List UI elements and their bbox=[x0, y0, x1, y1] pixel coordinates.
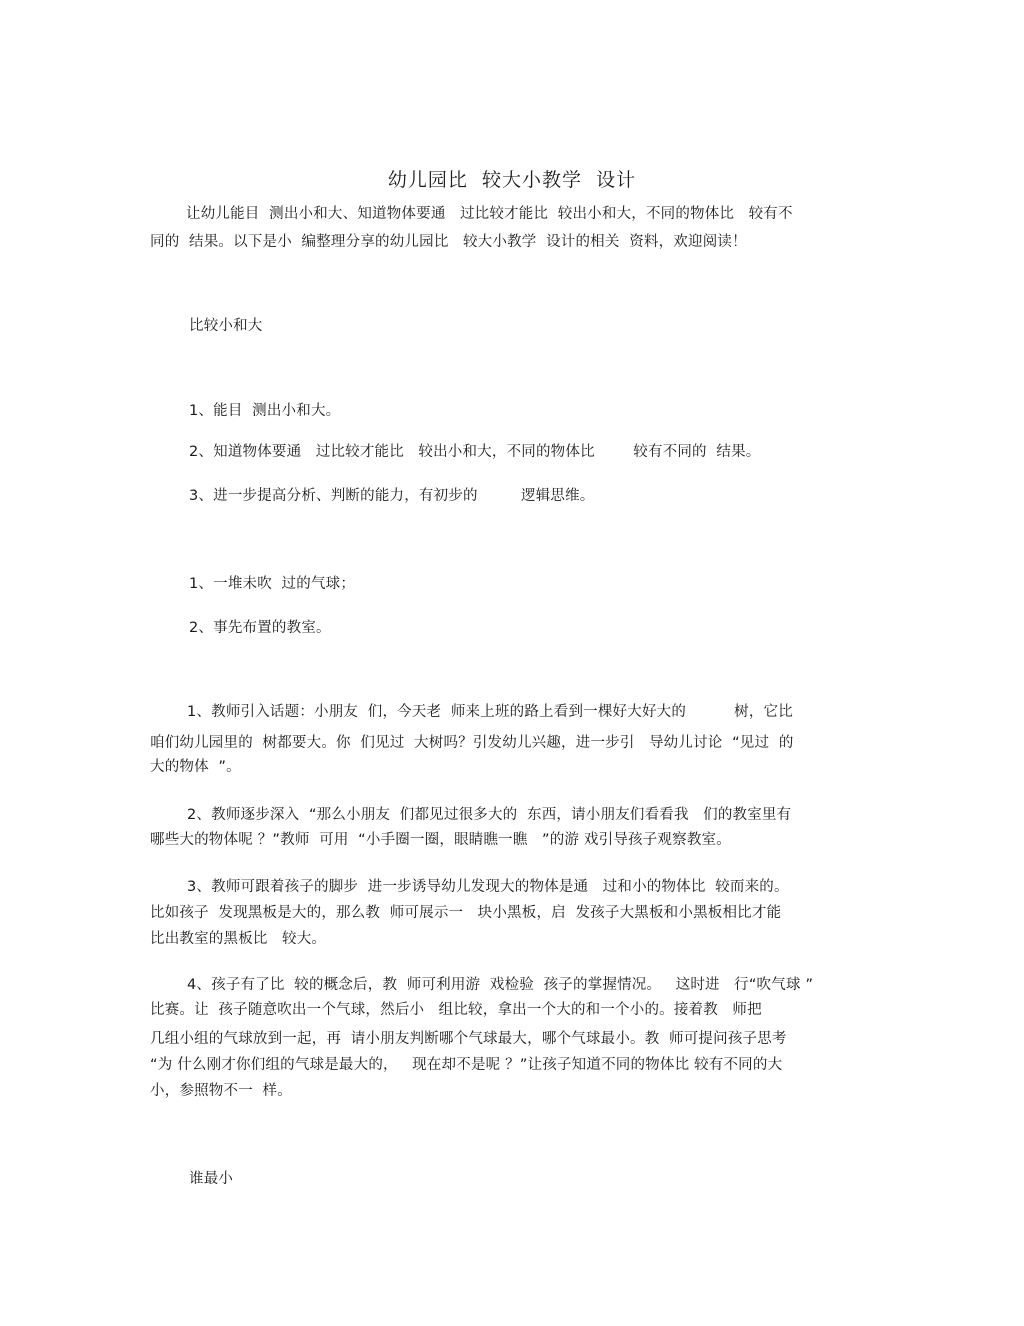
process-step-4-line-5: 小，参照物不一 样。 bbox=[150, 1083, 292, 1099]
process-step-1-line-1: 1、教师引入话题：小朋友 们，今天老 师来上班的路上看到一棵好大好大的 树，它比 bbox=[187, 704, 793, 720]
document-title: 幼儿园比 较大小教学 设计 bbox=[387, 169, 637, 191]
process-step-3-line-2: 比如孩子 发现黑板是大的，那么教 师可展示一 块小黑板，启 发孩子大黑板和小黑板相比才能 bbox=[150, 905, 782, 921]
process-step-1-line-2: 咱们幼儿园里的 树都要大。你 们见过 大树吗？引发幼儿兴趣，进一步引 导幼儿讨论 “见过 的 bbox=[150, 735, 794, 751]
process-step-3-line-3: 比出教室的黑板比 较大。 bbox=[150, 931, 327, 947]
goal-item-3: 3、进一步提高分析、判断的能力，有初步的 逻辑思维。 bbox=[189, 488, 595, 504]
goal-item-1: 1、能目 测出小和大。 bbox=[189, 403, 341, 419]
process-step-4-line-4: “为 什么刚才你们组的气球是最大的， 现在却不是呢 ？”让孩子知道不同的物体比 较有不同的大 bbox=[150, 1057, 783, 1073]
process-step-1-line-3: 大的物体 ”。 bbox=[150, 759, 241, 775]
process-step-2-line-2: 哪些大的物体呢 ？”教师 可用 “小手圈一圈，眼睛瞧一瞧 ”的游 戏引导孩子观察教室。 bbox=[150, 832, 731, 848]
section-heading-smallest: 谁最小 bbox=[189, 1171, 234, 1187]
process-step-4-line-2: 比赛。让 孩子随意吹出一个气球，然后小 组比较，拿出一个大的和一个小的。接着教 师把 bbox=[150, 1002, 762, 1018]
intro-line-2: 同的 结果。以下是小 编整理分享的幼儿园比 较大小教学 设计的相关 资料，欢迎阅读！ bbox=[150, 234, 747, 250]
section-heading-compare: 比较小和大 bbox=[189, 318, 263, 334]
material-item-2: 2、事先布置的教室。 bbox=[189, 620, 331, 636]
process-step-3-line-1: 3、教师可跟着孩子的脚步 进一步诱导幼儿发现大的物体是通 过和小的物体比 较而来的。 bbox=[187, 879, 789, 895]
process-step-2-line-1: 2、教师逐步深入 “那么小朋友 们都见过很多大的 东西，请小朋友们看看我 们的教室里有 bbox=[187, 807, 792, 823]
process-step-4-line-1: 4、孩子有了比 较的概念后，教 师可利用游 戏检验 孩子的掌握情况。 这时进 行“吹气球 ” bbox=[187, 977, 814, 993]
goal-item-2: 2、知道物体要通 过比较才能比 较出小和大，不同的物体比 较有不同的 结果。 bbox=[189, 444, 761, 460]
material-item-1: 1、一堆未吹 过的气球； bbox=[189, 576, 356, 592]
intro-line-1: 让幼儿能目 测出小和大、知道物体要通 过比较才能比 较出小和大，不同的物体比 较有不 bbox=[186, 206, 793, 222]
process-step-4-line-3: 几组小组的气球放到一起，再 请小朋友判断哪个气球最大，哪个气球最小。教 师可提问孩子思考 bbox=[150, 1031, 787, 1047]
